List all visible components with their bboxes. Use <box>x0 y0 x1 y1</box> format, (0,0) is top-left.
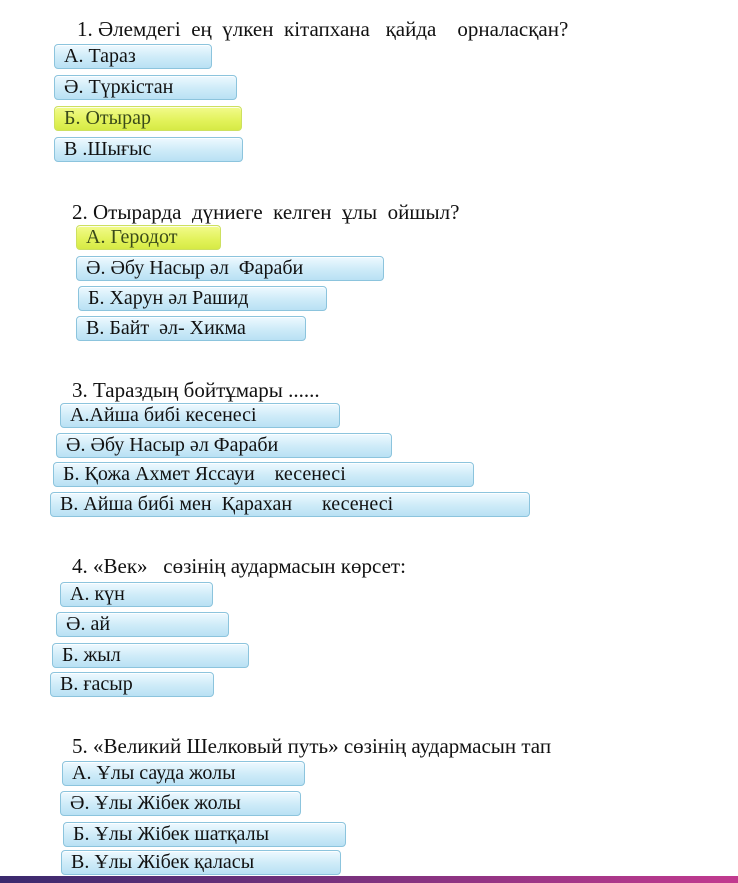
question-4-option-ae[interactable]: Ә. ай <box>56 612 229 637</box>
question-2-text: 2. Отырарда дүниеге келген ұлы ойшыл? <box>72 200 460 224</box>
question-2-option-a-highlighted[interactable]: А. Геродот <box>76 225 221 250</box>
question-1-text: 1. Әлемдегі ең үлкен кітапхана қайда орналасқан? <box>77 17 569 41</box>
question-2-option-b[interactable]: Б. Харун әл Рашид <box>78 286 327 311</box>
question-3-option-ae[interactable]: Ә. Әбу Насыр әл Фараби <box>56 433 392 458</box>
question-1-option-ae[interactable]: Ә. Түркістан <box>54 75 237 100</box>
question-5-option-a[interactable]: А. Ұлы сауда жолы <box>62 761 305 786</box>
question-1-option-b-highlighted[interactable]: Б. Отырар <box>54 106 242 131</box>
question-5-option-ae[interactable]: Ә. Ұлы Жібек жолы <box>60 791 301 816</box>
question-2-option-v[interactable]: В. Байт әл- Хикма <box>76 316 306 341</box>
question-4-option-b[interactable]: Б. жыл <box>52 643 249 668</box>
question-5-option-b[interactable]: Б. Ұлы Жібек шатқалы <box>63 822 346 847</box>
question-3-text: 3. Тараздың бойтұмары ...... <box>72 378 320 402</box>
question-5-option-v[interactable]: В. Ұлы Жібек қаласы <box>61 850 341 875</box>
question-4-text: 4. «Век» сөзінің аудармасын көрсет: <box>72 554 406 578</box>
question-4-option-v[interactable]: В. ғасыр <box>50 672 214 697</box>
question-3-option-v[interactable]: В. Айша бибі мен Қарахан кесенесі <box>50 492 530 517</box>
question-1-option-v[interactable]: В .Шығыс <box>54 137 243 162</box>
bottom-gradient-bar <box>0 876 738 883</box>
question-5-text: 5. «Великий Шелковый путь» сөзінің аудармасын тап <box>72 734 552 758</box>
question-3-option-b[interactable]: Б. Қожа Ахмет Яссауи кесенесі <box>53 462 474 487</box>
question-3-option-a[interactable]: А.Айша бибі кесенесі <box>60 403 340 428</box>
question-1-option-a[interactable]: А. Тараз <box>54 44 212 69</box>
question-2-option-ae[interactable]: Ә. Әбу Насыр әл Фараби <box>76 256 384 281</box>
question-4-option-a[interactable]: А. күн <box>60 582 213 607</box>
